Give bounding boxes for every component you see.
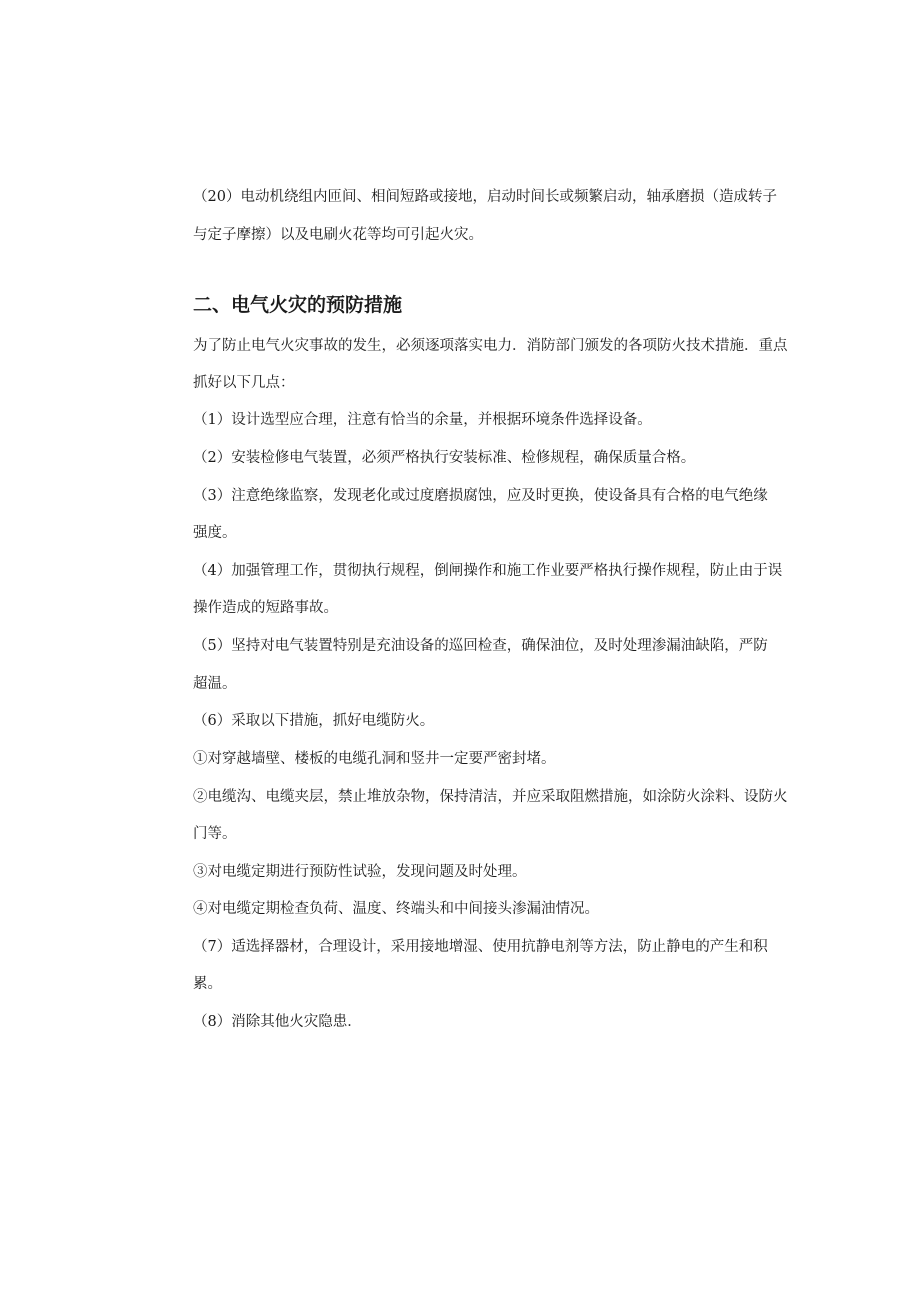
intro-paragraph-line2: 抓好以下几点： <box>193 375 295 391</box>
list-item-2: （2）安装检修电气装置，必须严格执行安装标准、检修规程，确保质量合格。 <box>193 450 696 466</box>
section-title: 二、电气火灾的预防措施 <box>193 294 403 316</box>
list-item-5-line2: 超温。 <box>193 676 237 692</box>
intro-paragraph-line1: 为了防止电气火灾事故的发生，必须逐项落实电力．消防部门颁发的各项防火技术措施．重点 <box>193 338 788 354</box>
paragraph-item-20-line1: （20）电动机绕组内匝间、相间短路或接地，启动时间长或频繁启动，轴承磨损（造成转子 <box>193 189 777 205</box>
sub-item-4: ④对电缆定期检查负荷、温度、终端头和中间接头渗漏油情况。 <box>193 901 599 917</box>
list-item-5-line1: （5）坚持对电气装置特别是充油设备的巡回检查，确保油位，及时处理渗漏油缺陷，严防 <box>193 638 768 654</box>
list-item-4-line2: 操作造成的短路事故。 <box>193 600 338 616</box>
list-item-6: （6）采取以下措施，抓好电缆防火。 <box>193 713 435 729</box>
list-item-3-line2: 强度。 <box>193 525 237 541</box>
list-item-3-line1: （3）注意绝缘监察，发现老化或过度磨损腐蚀，应及时更换，使设备具有合格的电气绝缘 <box>193 488 768 504</box>
sub-item-2-line1: ②电缆沟、电缆夹层，禁止堆放杂物，保持清洁，并应采取阻燃措施，如涂防火涂料、设防火 <box>193 789 788 805</box>
list-item-1: （1）设计选型应合理，注意有恰当的余量，并根据环境条件选择设备。 <box>193 412 652 428</box>
sub-item-1: ①对穿越墙壁、楼板的电缆孔洞和竖井一定要严密封堵。 <box>193 751 556 767</box>
sub-item-2-line2: 门等。 <box>193 826 237 842</box>
sub-item-3: ③对电缆定期进行预防性试验，发现问题及时处理。 <box>193 864 527 880</box>
list-item-4-line1: （4）加强管理工作，贯彻执行规程，倒闸操作和施工作业要严格执行操作规程，防止由于误 <box>193 563 783 579</box>
list-item-7-line1: （7）适选择器材，合理设计，采用接地增湿、使用抗静电剂等方法，防止静电的产生和积 <box>193 939 768 955</box>
paragraph-item-20-line2: 与定子摩擦）以及电刷火花等均可引起火灾。 <box>193 227 483 243</box>
list-item-7-line2: 累。 <box>193 976 222 992</box>
list-item-8: （8）消除其他火灾隐患． <box>193 1014 362 1030</box>
